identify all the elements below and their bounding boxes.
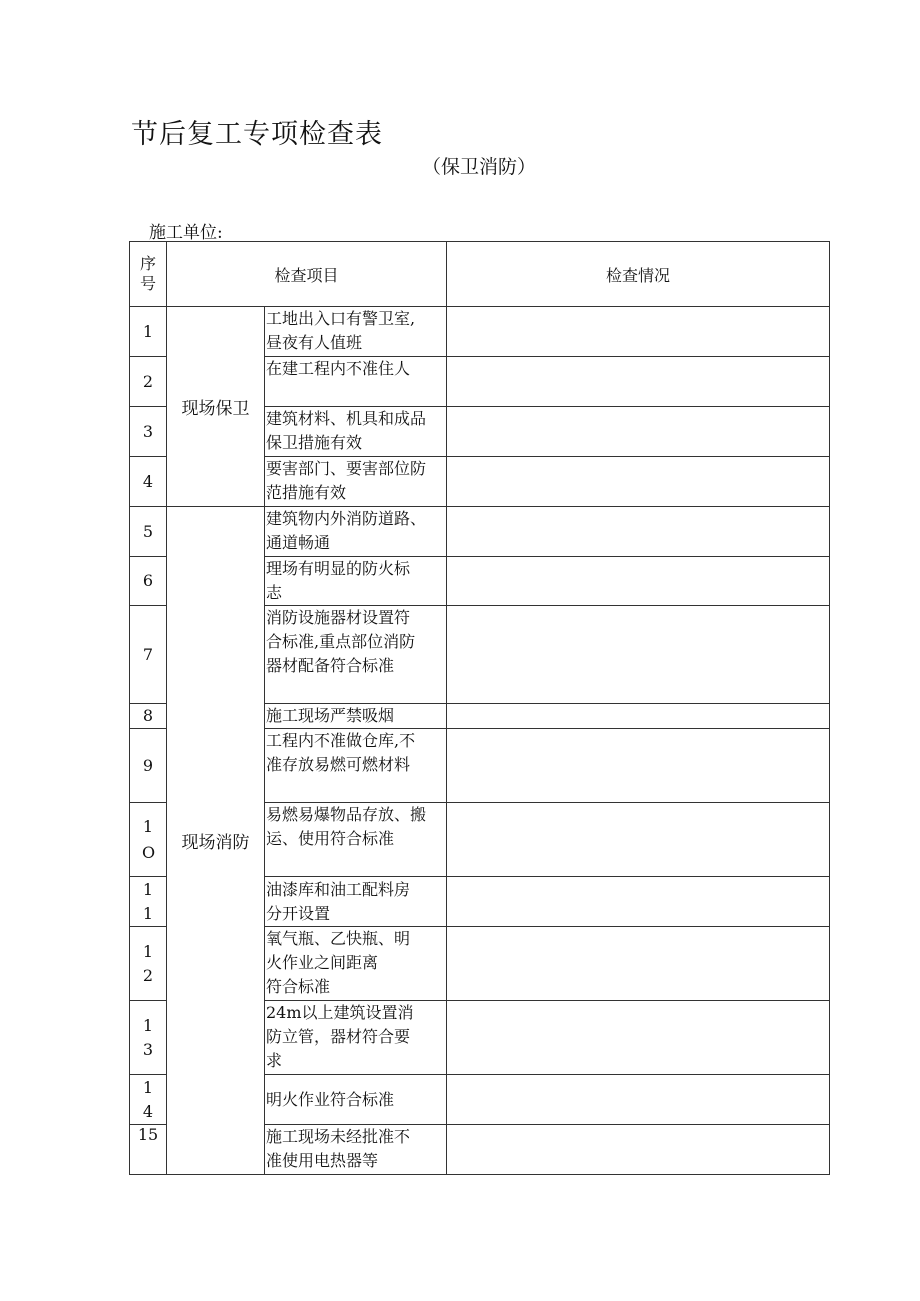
item-header: 检查项目 <box>167 242 447 307</box>
row-item: 消防设施器材设置符 合标准,重点部位消防 器材配备符合标准 <box>265 606 447 704</box>
row-status-cell[interactable] <box>447 606 830 704</box>
row-item: 要害部门、要害部位防 范措施有效 <box>265 457 447 507</box>
row-status-cell[interactable] <box>447 1001 830 1075</box>
row-seq-text: 14 <box>142 1077 154 1121</box>
row-seq: 7 <box>130 606 167 704</box>
row-status-cell[interactable] <box>447 407 830 457</box>
row-status-cell[interactable] <box>447 877 830 927</box>
row-seq: 1 <box>130 307 167 357</box>
row-item: 施工现场严禁吸烟 <box>265 704 447 729</box>
row-item: 工程内不准做仓库,不 准存放易燃可燃材料 <box>265 729 447 803</box>
row-item: 建筑物内外消防道路、 通道畅通 <box>265 507 447 557</box>
status-header: 检查情况 <box>447 242 830 307</box>
row-status-cell[interactable] <box>447 557 830 606</box>
table-row <box>130 507 830 557</box>
category-fire: 现场消防 <box>167 507 265 1175</box>
row-seq <box>130 1075 167 1125</box>
row-seq-text: 11 <box>142 879 154 923</box>
row-item: 在建工程内不准住人 <box>265 357 447 407</box>
row-seq: 6 <box>130 557 167 606</box>
construction-unit-label: 施工单位: <box>149 223 223 243</box>
row-status-cell[interactable] <box>447 357 830 407</box>
row-status-cell[interactable] <box>447 704 830 729</box>
seq-header: 序号 <box>130 242 167 307</box>
row-seq: 15 <box>130 1125 167 1175</box>
page-title: 节后复工专项检查表 <box>131 119 383 150</box>
row-status-cell[interactable] <box>447 457 830 507</box>
row-seq-text: 13 <box>142 1015 154 1059</box>
row-item: 建筑材料、机具和成品 保卫措施有效 <box>265 407 447 457</box>
table-row <box>130 307 830 357</box>
row-item: 理场有明显的防火标 志 <box>265 557 447 606</box>
row-status-cell[interactable] <box>447 803 830 877</box>
row-item: 24m以上建筑设置消 防立管，器材符合要 求 <box>265 1001 447 1075</box>
row-seq <box>130 1001 167 1075</box>
row-seq: 2 <box>130 357 167 407</box>
row-status-cell[interactable] <box>447 1125 830 1175</box>
header-row <box>130 242 830 307</box>
inspection-table <box>129 241 830 1175</box>
row-status-cell[interactable] <box>447 1075 830 1125</box>
row-status-cell[interactable] <box>447 307 830 357</box>
row-item: 明火作业符合标准 <box>265 1075 447 1125</box>
page-subtitle: （保卫消防） <box>422 156 537 178</box>
row-seq-text: 12 <box>142 941 154 985</box>
row-item: 油漆库和油工配料房 分开设置 <box>265 877 447 927</box>
row-status-cell[interactable] <box>447 729 830 803</box>
row-seq: 5 <box>130 507 167 557</box>
row-seq: 8 <box>130 704 167 729</box>
row-seq <box>130 877 167 927</box>
row-item: 易燃易爆物品存放、搬 运、使用符合标准 <box>265 803 447 877</box>
row-seq-text: 1O <box>142 816 156 862</box>
row-status-cell[interactable] <box>447 927 830 1001</box>
row-seq <box>130 927 167 1001</box>
row-seq <box>130 803 167 877</box>
row-seq: 3 <box>130 407 167 457</box>
row-item: 氧气瓶、乙快瓶、明 火作业之间距离 符合标准 <box>265 927 447 1001</box>
category-security: 现场保卫 <box>167 307 265 507</box>
row-seq: 9 <box>130 729 167 803</box>
row-item: 施工现场未经批准不 准使用电热器等 <box>265 1125 447 1175</box>
row-item: 工地出入口有警卫室, 昼夜有人值班 <box>265 307 447 357</box>
row-seq: 4 <box>130 457 167 507</box>
row-status-cell[interactable] <box>447 507 830 557</box>
